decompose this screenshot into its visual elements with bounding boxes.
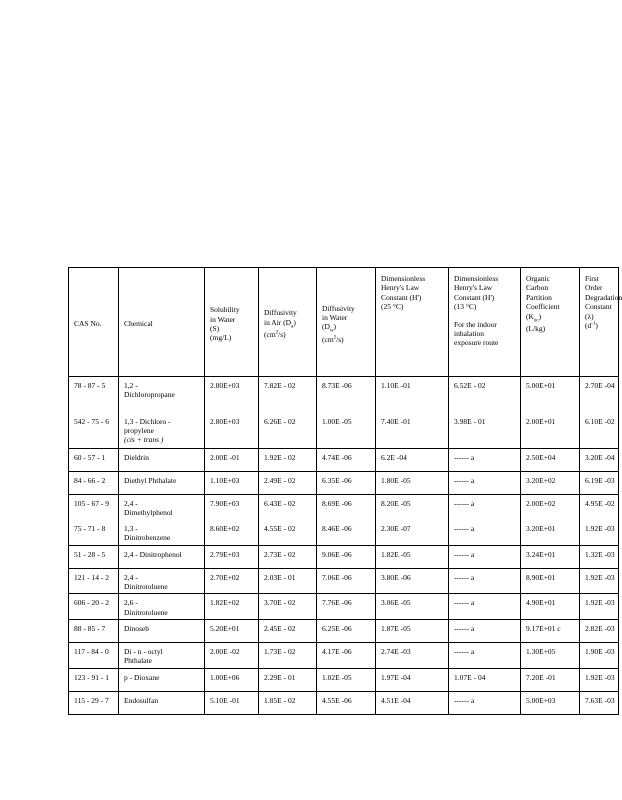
chemical-name-line: 2,4 -	[124, 499, 138, 508]
henry-25c-cell	[376, 413, 449, 449]
henry-25c-cell	[376, 668, 449, 691]
chemical-name-line: Diethyl Phthalate	[124, 476, 177, 485]
chemical-cell	[119, 520, 205, 545]
table-header-row	[69, 268, 619, 377]
koc-value: 2.00E+02	[526, 499, 556, 508]
henry-25c-cell	[376, 594, 449, 620]
cas-cell	[69, 668, 119, 691]
diffusivity-air-value: 1.92E - 02	[264, 453, 296, 462]
cas-value: 60 - 57 - 1	[74, 453, 106, 462]
diffusivity-water-value: 6.35E -06	[322, 476, 352, 485]
chemical-cell	[119, 449, 205, 472]
diffusivity-air-value: 2.73E - 02	[264, 549, 296, 559]
koc-value: 3.24E+01	[526, 549, 556, 559]
table-row	[69, 520, 619, 545]
table-row	[69, 691, 619, 714]
diffusivity-air-cell	[259, 495, 317, 520]
cas-cell	[69, 594, 119, 620]
decay-value: 4.95E -02	[585, 499, 615, 508]
diffusivity-air-cell	[259, 620, 317, 643]
solubility-cell	[205, 449, 259, 472]
chemical-cell	[119, 594, 205, 620]
decay-value: 1.32E -03	[585, 549, 615, 559]
chemical-cell	[119, 413, 205, 449]
henry-25c-value: 1.80E -05	[381, 476, 411, 485]
chemical-name-line: 1,3 -	[124, 523, 138, 533]
koc-value: 4.90E+01	[526, 598, 556, 608]
chemical-name-line: Dinitrotoluene	[124, 607, 168, 617]
koc-value: 3.20E+01	[526, 523, 556, 533]
solubility-cell	[205, 643, 259, 669]
solubility-cell	[205, 568, 259, 594]
chemical-name-line: Dinitrotoluene	[124, 581, 168, 591]
henry-13c-cell	[449, 643, 521, 669]
diffusivity-air-value: 2.45E - 02	[264, 624, 296, 633]
henry-13c-value: 3.98E - 01	[454, 416, 486, 426]
diffusivity-air-value: 3.70E - 02	[264, 598, 296, 608]
chemical-name-line: Phthalate	[124, 656, 152, 666]
decay-cell	[580, 643, 619, 669]
chemical-name-line: Dichloropropane	[124, 390, 175, 400]
chemical-cell	[119, 568, 205, 594]
koc-cell	[521, 620, 580, 643]
diffusivity-water-value: 4.55E -06	[322, 695, 352, 705]
header-solubility: Solubility in Water (S) (mg/L)	[205, 268, 259, 377]
table-body	[69, 377, 619, 715]
koc-cell	[521, 472, 580, 495]
decay-cell	[580, 520, 619, 545]
henry-13c-cell	[449, 377, 521, 413]
koc-cell	[521, 495, 580, 520]
koc-cell	[521, 691, 580, 714]
decay-cell	[580, 449, 619, 472]
cas-value: 84 - 66 - 2	[74, 476, 106, 485]
henry-13c-value: ------ a	[454, 523, 475, 533]
diffusivity-water-cell	[317, 495, 376, 520]
koc-cell	[521, 377, 580, 413]
decay-value: 6.19E -03	[585, 476, 615, 485]
henry-13c-cell	[449, 495, 521, 520]
koc-value: 9.17E+01 c	[526, 624, 561, 633]
henry-13c-value: ------ a	[454, 499, 475, 508]
diffusivity-water-value: 7.76E -06	[322, 598, 352, 608]
cas-value: 78 - 87 - 5	[74, 381, 106, 390]
table-row	[69, 377, 619, 413]
table-row	[69, 495, 619, 520]
henry-13c-value: ------ a	[454, 572, 475, 582]
chemical-name-line: Dinitrobenzene	[124, 533, 171, 543]
koc-value: 7.20E -01	[526, 672, 556, 682]
table-row	[69, 668, 619, 691]
henry-25c-value: 2.74E -03	[381, 647, 411, 656]
diffusivity-air-cell	[259, 520, 317, 545]
diffusivity-air-value: 2.03E - 01	[264, 572, 296, 582]
koc-cell	[521, 594, 580, 620]
decay-value: 1.92E -03	[585, 598, 615, 608]
henry-13c-value: 1.07E - 04	[454, 672, 486, 682]
cas-value: 117 - 84 - 0	[74, 647, 109, 656]
chemical-cell	[119, 643, 205, 669]
chemical-cell	[119, 668, 205, 691]
cas-value: 115 - 29 - 7	[74, 695, 109, 705]
diffusivity-air-value: 1.73E - 02	[264, 647, 296, 656]
decay-cell	[580, 472, 619, 495]
diffusivity-water-cell	[317, 594, 376, 620]
decay-cell	[580, 495, 619, 520]
chemical-properties-table	[68, 267, 622, 715]
henry-25c-value: 8.20E -05	[381, 499, 411, 508]
chemical-cell	[119, 620, 205, 643]
diffusivity-water-value: 8.73E -06	[322, 381, 352, 390]
solubility-value: 2.70E+02	[210, 572, 240, 582]
cas-cell	[69, 545, 119, 568]
diffusivity-water-value: 7.06E -06	[322, 572, 352, 582]
diffusivity-air-cell	[259, 545, 317, 568]
chemical-name-line: Di - n - octyl	[124, 647, 163, 656]
solubility-value: 1.82E+02	[210, 598, 240, 608]
chemical-name-line: Dimethylphenol	[124, 508, 173, 518]
diffusivity-air-cell	[259, 691, 317, 714]
koc-cell	[521, 568, 580, 594]
table-row	[69, 413, 619, 449]
henry-25c-value: 6.2E -04	[381, 453, 407, 462]
diffusivity-water-cell	[317, 545, 376, 568]
header-koc: Organic Carbon Partition Coefficient $(K_{oc})$ (L/kg)	[521, 268, 580, 377]
henry-25c-cell	[376, 472, 449, 495]
diffusivity-water-cell	[317, 643, 376, 669]
decay-value: 3.20E -04	[585, 453, 615, 462]
koc-cell	[521, 545, 580, 568]
diffusivity-water-value: 1.02E -05	[322, 672, 352, 682]
henry-13c-cell	[449, 594, 521, 620]
cas-value: 123 - 91 - 1	[74, 672, 109, 682]
chemical-name-line: 2,6 -	[124, 598, 138, 608]
henry-25c-value: 7.40E -01	[381, 416, 411, 426]
henry-25c-value: 1.82E -05	[381, 549, 411, 559]
diffusivity-water-value: 9.06E -06	[322, 549, 352, 559]
solubility-value: 2.00E -02	[210, 647, 240, 656]
header-diffusivity-water: Diffusivity in Water $(D_w)$ $(cm^2/s)$	[317, 268, 376, 377]
diffusivity-water-cell	[317, 691, 376, 714]
henry-25c-cell	[376, 377, 449, 413]
solubility-cell	[205, 594, 259, 620]
diffusivity-air-cell	[259, 668, 317, 691]
henry-13c-value: ------ a	[454, 647, 475, 656]
henry-13c-cell	[449, 413, 521, 449]
decay-value: 2.70E -04	[585, 381, 615, 390]
henry-25c-value: 1.10E -01	[381, 381, 411, 390]
henry-25c-cell	[376, 568, 449, 594]
cas-value: 51 - 28 - 5	[74, 549, 106, 559]
koc-value: 3.20E+02	[526, 476, 556, 485]
chemical-name-line: 2,4 -	[124, 572, 138, 582]
decay-value: 1.92E -03	[585, 672, 615, 682]
solubility-value: 1.10E+03	[210, 476, 240, 485]
table-row	[69, 545, 619, 568]
henry-13c-cell	[449, 668, 521, 691]
solubility-cell	[205, 620, 259, 643]
table-row	[69, 568, 619, 594]
cas-cell	[69, 495, 119, 520]
diffusivity-water-cell	[317, 520, 376, 545]
solubility-cell	[205, 668, 259, 691]
diffusivity-water-cell	[317, 568, 376, 594]
koc-cell	[521, 668, 580, 691]
header-henry-13c: Dimensionless Henry's Law Constant (H') (13 °C) For the indoor inhalation exposure route	[449, 268, 521, 377]
diffusivity-water-value: 4.74E -06	[322, 453, 352, 462]
chemical-name-line: Dinoseb	[124, 624, 149, 633]
henry-25c-value: 2.30E -07	[381, 523, 411, 533]
henry-25c-cell	[376, 691, 449, 714]
solubility-value: 2.00E -01	[210, 453, 240, 462]
header-diffusivity-air: Diffusivity in Air $(D_a)$ $(cm^2/s)$	[259, 268, 317, 377]
diffusivity-water-cell	[317, 668, 376, 691]
koc-cell	[521, 413, 580, 449]
chemical-name-line: p - Dioxane	[124, 672, 160, 682]
koc-value: 1.30E+05	[526, 647, 556, 656]
diffusivity-water-cell	[317, 472, 376, 495]
cas-value: 606 - 20 - 2	[74, 598, 109, 608]
solubility-cell	[205, 495, 259, 520]
diffusivity-air-cell	[259, 568, 317, 594]
decay-cell	[580, 568, 619, 594]
diffusivity-water-value: 6.25E -06	[322, 624, 352, 633]
chemical-cell	[119, 545, 205, 568]
cas-value: 121 - 14 - 2	[74, 572, 109, 582]
chemical-name-line: 1,2 -	[124, 381, 138, 390]
chemical-cell	[119, 377, 205, 413]
solubility-value: 2.79E+03	[210, 549, 240, 559]
decay-cell	[580, 620, 619, 643]
diffusivity-water-cell	[317, 449, 376, 472]
diffusivity-water-value: 4.17E -06	[322, 647, 352, 656]
table-row	[69, 620, 619, 643]
henry-25c-value: 4.51E -04	[381, 695, 411, 705]
diffusivity-air-value: 2.29E - 01	[264, 672, 296, 682]
decay-cell	[580, 413, 619, 449]
henry-25c-cell	[376, 620, 449, 643]
cas-value: 105 - 67 - 9	[74, 499, 109, 508]
diffusivity-air-value: 4.55E - 02	[264, 523, 296, 533]
decay-cell	[580, 691, 619, 714]
decay-value: 1.90E -03	[585, 647, 615, 656]
henry-13c-value: 6.52E - 02	[454, 381, 486, 390]
solubility-value: 8.60E+02	[210, 523, 240, 533]
chemical-name-line: 2,4 - Dinitrophenol	[124, 549, 182, 559]
table-row	[69, 594, 619, 620]
solubility-cell	[205, 520, 259, 545]
henry-13c-value: ------ a	[454, 549, 475, 559]
diffusivity-air-value: 6.43E - 02	[264, 499, 296, 508]
henry-13c-cell	[449, 545, 521, 568]
solubility-cell	[205, 472, 259, 495]
henry-13c-cell	[449, 449, 521, 472]
solubility-value: 2.80E+03	[210, 416, 240, 426]
cas-cell	[69, 449, 119, 472]
henry-13c-value: ------ a	[454, 476, 475, 485]
solubility-value: 2.80E+03	[210, 381, 240, 390]
henry-25c-cell	[376, 643, 449, 669]
diffusivity-air-cell	[259, 594, 317, 620]
koc-cell	[521, 643, 580, 669]
diffusivity-water-cell	[317, 620, 376, 643]
diffusivity-air-cell	[259, 413, 317, 449]
solubility-cell	[205, 545, 259, 568]
decay-value: 1.92E -03	[585, 572, 615, 582]
diffusivity-water-value: 8.69E -06	[322, 499, 352, 508]
henry-25c-cell	[376, 449, 449, 472]
henry-25c-value: 1.97E -04	[381, 672, 411, 682]
koc-value: 5.00E+01	[526, 381, 556, 390]
henry-13c-cell	[449, 691, 521, 714]
diffusivity-air-cell	[259, 643, 317, 669]
chemical-cell	[119, 691, 205, 714]
decay-cell	[580, 668, 619, 691]
koc-cell	[521, 520, 580, 545]
diffusivity-air-value: 2.49E - 02	[264, 476, 296, 485]
cas-value: 88 - 85 - 7	[74, 624, 106, 633]
table-row	[69, 449, 619, 472]
henry-13c-cell	[449, 568, 521, 594]
solubility-cell	[205, 413, 259, 449]
diffusivity-water-value: 1.00E -05	[322, 416, 352, 426]
chemical-name-line: 1,3 - Dichloro -	[124, 416, 171, 426]
diffusivity-air-value: 1.85E - 02	[264, 695, 296, 705]
cas-cell	[69, 377, 119, 413]
decay-value: 7.63E -03	[585, 695, 615, 705]
chemical-name-line: Dieldrin	[124, 453, 149, 462]
diffusivity-water-value: 8.46E -06	[322, 523, 352, 533]
cas-cell	[69, 691, 119, 714]
diffusivity-water-cell	[317, 413, 376, 449]
henry-13c-value: ------ a	[454, 695, 475, 705]
header-chemical: Chemical	[119, 268, 205, 377]
solubility-cell	[205, 377, 259, 413]
chemical-cell	[119, 472, 205, 495]
koc-value: 5.00E+03	[526, 695, 556, 705]
header-cas: CAS No.	[69, 268, 119, 377]
decay-value: 2.82E -03	[585, 624, 615, 633]
decay-value: 6.10E -02	[585, 416, 615, 426]
diffusivity-air-cell	[259, 449, 317, 472]
header-henry-25c: Dimensionless Henry's Law Constant (H') (25 °C)	[376, 268, 449, 377]
henry-13c-cell	[449, 472, 521, 495]
henry-25c-value: 1.87E -05	[381, 624, 411, 633]
henry-13c-cell	[449, 620, 521, 643]
decay-cell	[580, 377, 619, 413]
decay-cell	[580, 545, 619, 568]
henry-25c-value: 3.80E -06	[381, 572, 411, 582]
henry-25c-cell	[376, 545, 449, 568]
diffusivity-air-value: 6.26E - 02	[264, 416, 296, 426]
koc-cell	[521, 449, 580, 472]
solubility-value: 5.10E -01	[210, 695, 240, 705]
koc-value: 2.00E+01	[526, 416, 556, 426]
henry-13c-value: ------ a	[454, 598, 475, 608]
chemical-isomer-note: (cis + trans )	[124, 435, 164, 445]
cas-cell	[69, 620, 119, 643]
cas-cell	[69, 413, 119, 449]
solubility-value: 7.90E+03	[210, 499, 240, 508]
diffusivity-water-cell	[317, 377, 376, 413]
solubility-value: 1.00E+06	[210, 672, 240, 682]
diffusivity-air-value: 7.82E - 02	[264, 381, 296, 390]
header-decay-constant: First Order Degradation Constant (λ) $(d^{-1})$	[580, 268, 619, 377]
diffusivity-air-cell	[259, 472, 317, 495]
solubility-value: 5.20E+01	[210, 624, 240, 633]
henry-25c-value: 3.06E -05	[381, 598, 411, 608]
decay-value: 1.92E -03	[585, 523, 615, 533]
henry-25c-cell	[376, 495, 449, 520]
cas-cell	[69, 472, 119, 495]
henry-25c-cell	[376, 520, 449, 545]
koc-value: 2.50E+04	[526, 453, 556, 462]
chemical-cell	[119, 495, 205, 520]
solubility-cell	[205, 691, 259, 714]
koc-value: 8.90E+01	[526, 572, 556, 582]
chemical-name-line: Endosulfan	[124, 695, 159, 705]
cas-cell	[69, 643, 119, 669]
cas-value: 75 - 71 - 8	[74, 523, 106, 533]
table-row	[69, 643, 619, 669]
cas-cell	[69, 568, 119, 594]
chemical-name-line: propylene	[124, 425, 154, 435]
diffusivity-air-cell	[259, 377, 317, 413]
cas-value: 542 - 75 - 6	[74, 416, 109, 426]
henry-13c-cell	[449, 520, 521, 545]
henry-13c-value: ------ a	[454, 453, 475, 462]
cas-cell	[69, 520, 119, 545]
decay-cell	[580, 594, 619, 620]
henry-13c-value: ------ a	[454, 624, 475, 633]
table-row	[69, 472, 619, 495]
